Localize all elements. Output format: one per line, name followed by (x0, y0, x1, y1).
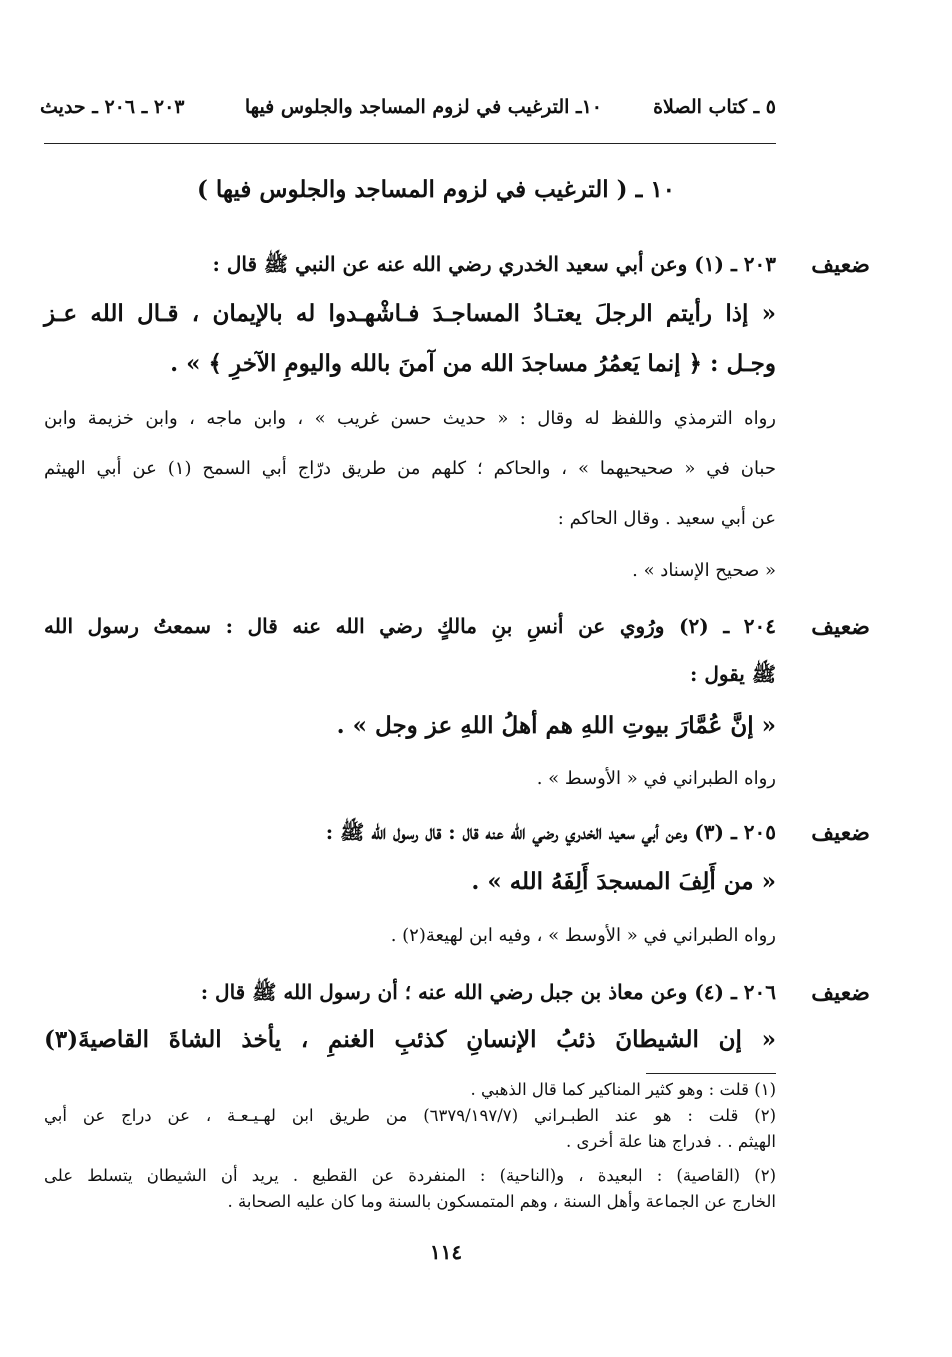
footnote-divider (646, 1073, 776, 1074)
hadith-text: « إنَّ عُمَّارَ بيوتِ اللهِ هم أهلُ اللهِ عز وجل » . (336, 712, 776, 739)
header-range: ٢٠٣ ـ ٢٠٦ ـ حديث (40, 96, 185, 118)
header-divider (44, 143, 776, 144)
footnote: الهيثم . . فدراج هنا علة أخرى . (565, 1132, 776, 1151)
hadith-source: حبان في « صحيحيهما » ، والحاكم ؛ كلهم من طريق درّاج أبي السمح (١) عن أبي الهيثم (44, 458, 776, 479)
footnote: (٢) قلت : هو عند الطبـراني (٦٣٧٩/١٩٧/٧) من طريق ابن لهـيـعـة ، عن دراج عن أبي (44, 1106, 776, 1125)
hadith-source: عن أبي سعيد . وقال الحاكم : (557, 508, 776, 529)
page-number: ١١٤ (429, 1240, 463, 1264)
hadith-source: رواه الطبراني في « الأوسط » . (536, 768, 776, 789)
grade-label: ضعيف (811, 614, 870, 640)
grade-label: ضعيف (811, 820, 870, 846)
section-title: ١٠ ـ ( الترغيب في لزوم المساجد والجلوس فيها ) (196, 176, 676, 203)
footnote: الخارج عن الجماعة وأهل السنة ، وهم المتمسكون بالسنة وما كان عليه الصحابة . (227, 1192, 776, 1211)
hadith-text: « إذا رأيتم الرجلَ يعتـادُ المساجـدَ فـاشْهـدوا له بالإيمان ، قـال الله عـز (44, 300, 776, 327)
hadith-source: رواه الترمذي واللفظ له وقال : « حديث حسن غريب » ، وابن ماجه ، وابن خزيمة وابن (44, 408, 776, 429)
hadith-intro: ٢٠٥ ـ (٣) وعن أبي سعيد الخدري رضي الله عنه قال : قال رسول الله ﷺ : (325, 820, 776, 844)
hadith-intro: ٢٠٤ ـ (٢) ورُوي عن أنسِ بنِ مالكٍ رضي الله عنه قال : سمعتُ رسول الله (44, 614, 776, 638)
hadith-intro: ﷺ يقول : (689, 662, 776, 686)
hadith-text: « إن الشيطانَ ذئبُ الإنسانِ كذئبِ الغنمِ ، يأخذ الشاةَ القاصيةَ(٣) (44, 1026, 776, 1053)
footnote: (٢) (القاصية) : البعيدة ، و(الناحية) : المنفردة عن القطيع . يريد أن الشيطان يتسلط على (44, 1166, 776, 1185)
hadith-source: « صحيح الإسناد » . (632, 560, 776, 581)
header-chapter: ٥ ـ كتاب الصلاة (653, 96, 776, 118)
header-section: ١٠ـ الترغيب في لزوم المساجد والجلوس فيها (244, 96, 602, 118)
footnote: (١) قلت : وهو كثير المناكير كما قال الذهبي . (470, 1080, 776, 1099)
hadith-intro: ٢٠٦ ـ (٤) وعن معاذ بن جبل رضي الله عنه ؛ أن رسول الله ﷺ قال : (200, 980, 776, 1004)
grade-label: ضعيف (811, 980, 870, 1006)
hadith-text: وجـل : ﴿ إنما يَعمُرُ مساجدَ الله من آمنَ بالله واليومِ الآخرِ ﴾ » . (170, 350, 776, 377)
hadith-text: « من أَلِفَ المسجدَ أَلِفَهُ الله » . (471, 868, 776, 895)
hadith-intro: ٢٠٣ ـ (١) وعن أبي سعيد الخدري رضي الله عنه عن النبي ﷺ قال : (212, 252, 776, 276)
grade-label: ضعيف (811, 252, 870, 278)
hadith-source: رواه الطبراني في « الأوسط » ، وفيه ابن لهيعة(٢) . (390, 925, 776, 946)
